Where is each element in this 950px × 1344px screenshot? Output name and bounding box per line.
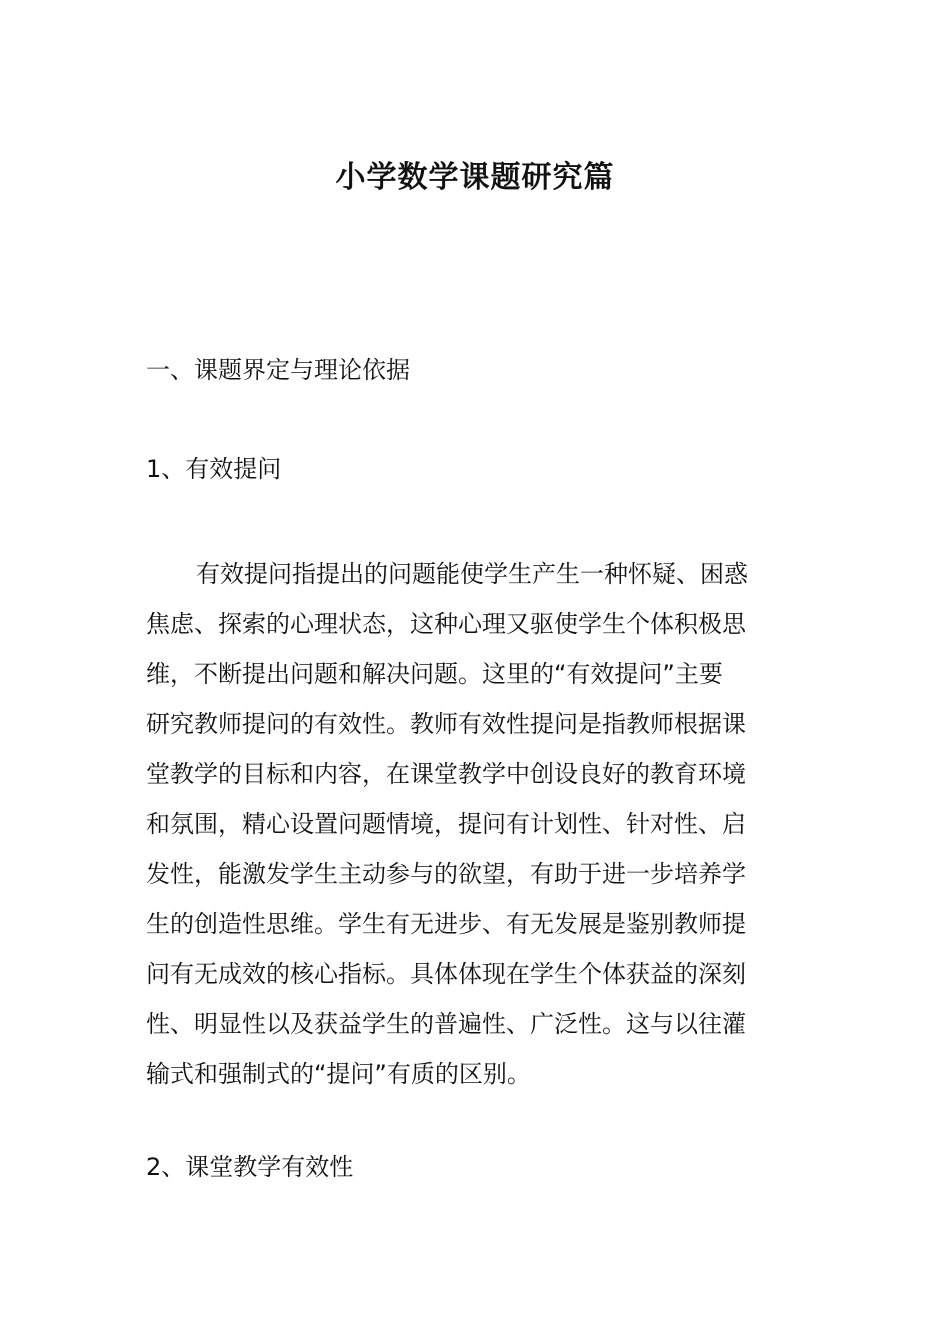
paragraph-line: 研究教师提问的有效性。教师有效性提问是指教师根据课: [146, 710, 746, 738]
paragraph-line: 发性，能激发学生主动参与的欲望，有助于进一步培养学: [146, 860, 746, 888]
paragraph-line: 焦虑、探索的心理状态，这种心理又驱使学生个体积极思: [146, 610, 746, 638]
paragraph-line: 和氛围，精心设置问题情境，提问有计划性、针对性、启: [146, 810, 746, 838]
paragraph-line: 堂教学的目标和内容，在课堂教学中创设良好的教育环境: [146, 760, 746, 788]
paragraph-line: 问有无成效的核心指标。具体体现在学生个体获益的深刻: [146, 960, 746, 988]
paragraph-line: 输式和强制式的“提问”有质的区别。: [146, 1060, 531, 1088]
paragraph-line: 维，不断提出问题和解决问题。这里的“有效提问”主要: [146, 660, 723, 688]
body-paragraph: [146, 549, 806, 1099]
subsection-heading-classroom-effectiveness: 2、课堂教学有效性: [146, 1153, 354, 1181]
paragraph-line: 生的创造性思维。学生有无进步、有无发展是鉴别教师提: [146, 910, 746, 938]
subsection-heading-effective-questioning: 1、有效提问: [146, 455, 282, 483]
paragraph-line: 有效提问指提出的问题能使学生产生一种怀疑、困惑: [196, 560, 748, 588]
document-title: 小学数学课题研究篇: [335, 160, 615, 195]
section-heading: 一、课题界定与理论依据: [146, 356, 410, 384]
paragraph-line: 性、明显性以及获益学生的普遍性、广泛性。这与以往灌: [146, 1010, 746, 1038]
